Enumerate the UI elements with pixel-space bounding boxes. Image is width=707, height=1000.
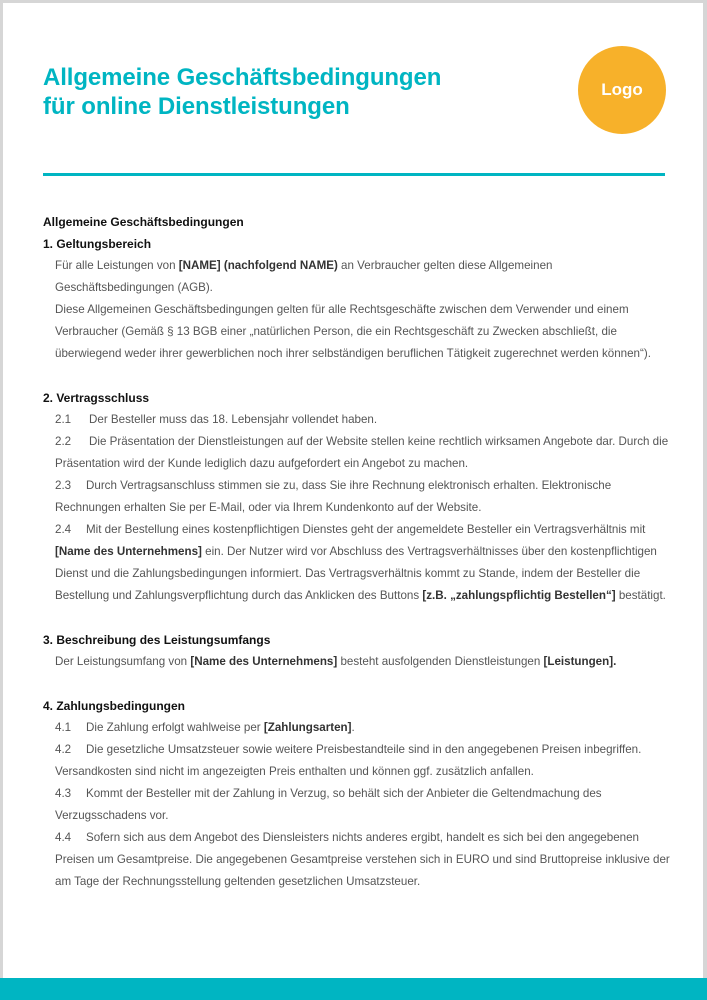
placeholder-button-label: [z.B. „zahlungspflichtig Bestellen“] — [422, 589, 616, 602]
item-number: 4.4 — [55, 831, 72, 844]
title-line-2: für online Dienstleistungen — [43, 93, 350, 120]
list-item — [43, 739, 673, 783]
item-text: Mit der Bestellung eines kostenpflichtigen Dienstes geht der angemeldete Besteller ein Vertragsverhältnis mit — [86, 523, 646, 536]
item-text: Die Präsentation der Dienstleistungen auf der Website stellen keine rechtlich wirksamen Angebote dar. Durch die Präsentation wird der Kunde lediglich dazu aufgefordert ein Angebot zu machen. — [55, 435, 669, 470]
item-number: 4.1 — [55, 721, 72, 734]
list-item — [43, 519, 673, 607]
item-text: . — [351, 721, 355, 734]
item-number: 2.2 — [55, 435, 72, 448]
item-number: 2.4 — [55, 523, 72, 536]
list-item — [43, 827, 673, 893]
list-item — [43, 431, 673, 475]
item-text: Der Besteller muss das 18. Lebensjahr vollendet haben. — [89, 413, 378, 426]
paragraph — [43, 255, 673, 299]
placeholder-company: [Name des Unternehmens] — [190, 655, 338, 668]
logo-label: Logo — [601, 80, 643, 99]
item-text: Die gesetzliche Umsatzsteuer sowie weitere Preisbestandteile sind in den angegebenen Preisen inbegriffen. Versandkosten sind nicht im angezeigten Preis enthalten und können ggf. zusätzlich anfallen. — [55, 743, 642, 778]
footer-bar — [0, 978, 707, 1000]
paragraph — [43, 651, 673, 673]
item-number: 2.1 — [55, 413, 72, 426]
item-number: 4.2 — [55, 743, 72, 756]
section-zahlungsbedingungen — [43, 695, 673, 893]
placeholder-payment-methods: [Zahlungsarten] — [263, 721, 352, 734]
list-item — [43, 717, 673, 739]
section-heading: 4. Zahlungsbedingungen — [43, 699, 185, 713]
section-geltungsbereich — [43, 233, 673, 365]
section-heading: 2. Vertragsschluss — [43, 391, 150, 405]
item-number: 4.3 — [55, 787, 72, 800]
item-text: Durch Vertragsanschluss stimmen sie zu, dass Sie ihre Rechnung elektronisch erhalten. Elektronische Rechnungen erhalten Sie per E-Mail, oder via Ihrem Kundenkonto auf der Website. — [55, 479, 612, 514]
section-heading: 1. Geltungsbereich — [43, 237, 152, 251]
item-text: Die Zahlung erfolgt wahlweise per — [86, 721, 264, 734]
item-text: ein. Der Nutzer wird vor Abschluss des Vertragsverhältnisses über den kostenpflichtigen Dienst und die Zahlungsbedingungen informiert. Das Vertragsverhältnis kommt zu Stande, indem der Besteller die Bestellung und Zahlungsverpflichtung durch das Anklicken des Buttons — [55, 545, 657, 602]
doc-heading: Allgemeine Geschäftsbedingungen — [43, 215, 244, 229]
document-body — [43, 211, 673, 893]
item-number: 2.3 — [55, 479, 72, 492]
text: Der Leistungsumfang von — [55, 655, 191, 668]
document-title — [43, 63, 441, 121]
list-item — [43, 783, 673, 827]
section-leistungsumfang — [43, 629, 673, 673]
title-line-1: Allgemeine Geschäftsbedingungen — [43, 64, 442, 91]
item-text: Sofern sich aus dem Angebot des Diensleisters nichts anderes ergibt, handelt es sich bei den angegebenen Preisen um Gesamtpreise. Die angegebenen Gesamtpreise verstehen sich in EURO und sind Bruttopreise inklusive der am Tage der Rechnungsstellung geltenden gesetzlichen Umsatzsteuer. — [55, 831, 670, 888]
placeholder-services: [Leistungen]. — [543, 655, 617, 668]
section-heading: 3. Beschreibung des Leistungsumfangs — [43, 633, 271, 647]
text: Für alle Leistungen von — [55, 259, 179, 272]
placeholder-name: [NAME] (nachfolgend NAME) — [178, 259, 338, 272]
placeholder-company: [Name des Unternehmens] — [55, 545, 202, 558]
paragraph: Diese Allgemeinen Geschäftsbedingungen gelten für alle Rechtsgeschäfte zwischen dem Verwender und einem Verbraucher (Gemäß § 13 BGB einer „natürlichen Person, die ein Rechtsgeschäft zu Zwecken abschließt, die überwiegend weder ihrer gewerblichen noch ihrer selbständigen beruflichen Tätigkeit zugerechnet werden können“). — [55, 303, 651, 360]
text: besteht ausfolgenden Dienstleistungen — [337, 655, 544, 668]
document-page — [3, 3, 703, 1000]
section-vertragsschluss — [43, 387, 673, 607]
list-item — [43, 409, 673, 431]
item-text: bestätigt. — [615, 589, 666, 602]
text: an Verbraucher gelten diese Allgemeinen Geschäftsbedingungen (AGB). — [55, 259, 553, 294]
item-text: Kommt der Besteller mit der Zahlung in Verzug, so behält sich der Anbieter die Geltendmachung des Verzugsschadens vor. — [55, 787, 602, 822]
list-item — [43, 475, 673, 519]
header-divider — [43, 173, 665, 176]
logo-placeholder — [578, 46, 666, 134]
